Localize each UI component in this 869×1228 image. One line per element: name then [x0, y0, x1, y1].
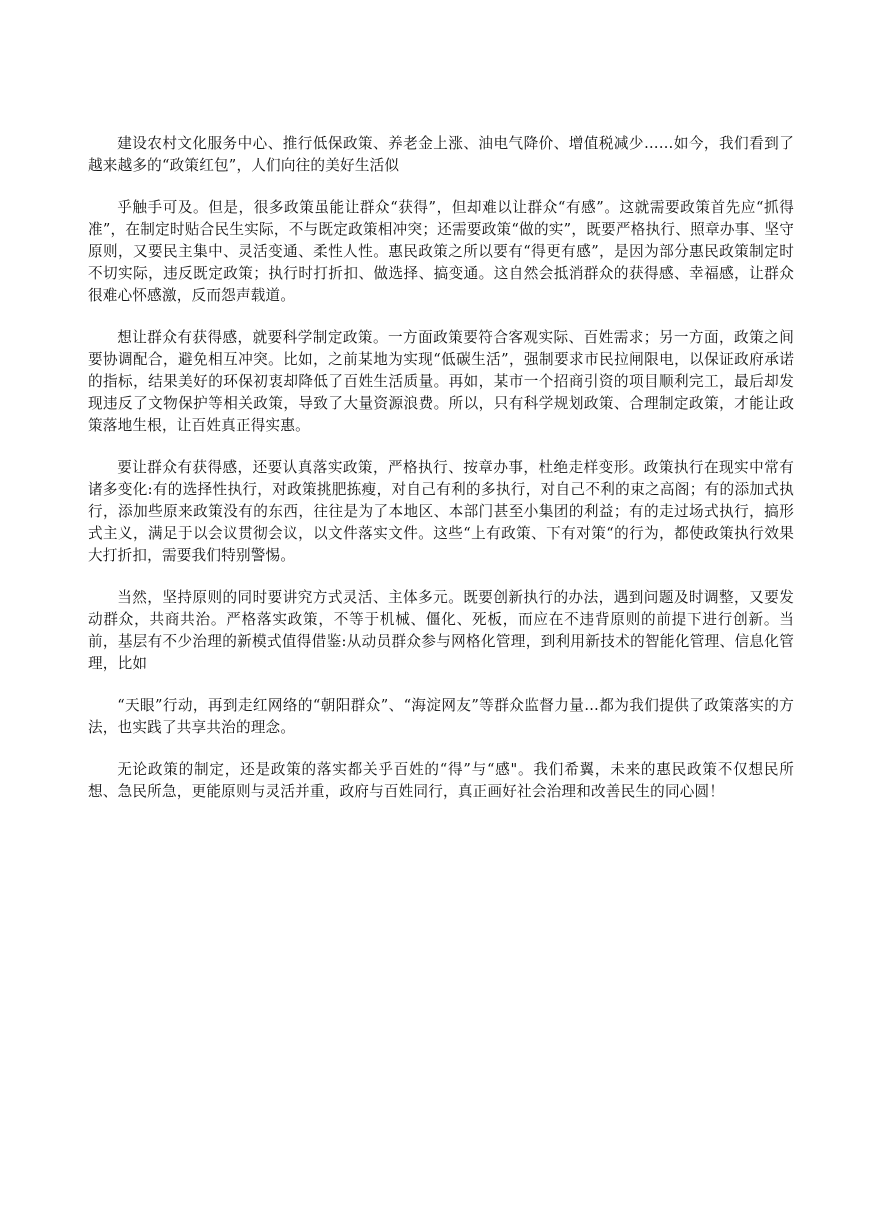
paragraph-conclusion: 无论政策的制定，还是政策的落实都关乎百姓的“得”与“感"。我们希翼，未来的惠民政策不仅想民所想、急民所急，更能原则与灵活并重，政府与百姓同行，真正画好社会治理和改善民生的同心圆！ — [88, 761, 794, 800]
paragraph-implement-policy: 要让群众有获得感，还要认真落实政策，严格执行、按章办事，杜绝走样变形。政策执行在现实中常有诸多变化:有的选择性执行，对政策挑肥拣瘦，对自己有利的多执行，对自己不利的束之高阁；有的添加式执行，添加些原来政策没有的东西，往往是为了本地区、本部门甚至小集团的利益；有的走过场式执行，搞形式主义，满足于以会议贯彻会议，以文件落实文件。这些“上有政策、下有对策“的行为，都使政策执行效果大打折扣，需要我们特别警惕。 — [88, 459, 794, 564]
paragraph-flexible-methods: 当然，坚持原则的同时要讲究方式灵活、主体多元。既要创新执行的办法，遇到问题及时调整，又要发动群众，共商共治。严格落实政策，不等于机械、僵化、死板，而应在不违背原则的前提下进行创新。当前，基层有不少治理的新模式值得借鉴:从动员群众参与网格化管理，到利用新技术的智能化管理、信息化管理，比如 — [88, 589, 794, 672]
paragraph-scientific-policy: 想让群众有获得感，就要科学制定政策。一方面政策要符合客观实际、百姓需求；另一方面，政策之间要协调配合，避免相互冲突。比如，之前某地为实现“低碳生活”，强制要求市民拉闸限电，以保证政府承诺的指标，结果美好的环保初衷却降低了百姓生活质量。再如，某市一个招商引资的项目顺利完工，最后却发现违反了文物保护等相关政策，导致了大量资源浪费。所以，只有科学规划政策、合理制定政策，才能让政策落地生根，让百姓真正得实惠。 — [88, 329, 794, 434]
document-body — [88, 133, 794, 823]
paragraph-intro: 建设农村文化服务中心、推行低保政策、养老金上涨、油电气降价、增值税减少……如今，我们看到了越来越多的“政策红包”，人们向往的美好生活似 — [88, 135, 794, 174]
paragraph-obtain-vs-feel: 乎触手可及。但是，很多政策虽能让群众“获得”，但却难以让群众“有感”。这就需要政策首先应“抓得准”，在制定时贴合民生实际，不与既定政策相冲突；还需要政策“做的实”，既要严格执行、照章办事、坚守原则，又要民主集中、灵活变通、柔性人性。惠民政策之所以要有“得更有感”，是因为部分惠民政策制定时不切实际，违反既定政策；执行时打折扣、做选择、搞变通。这自然会抵消群众的获得感、幸福感，让群众很难心怀感激，反而怨声载道。 — [88, 199, 794, 304]
paragraph-examples: “天眼”行动，再到走红网络的“朝阳群众”、“海淀网友”等群众监督力量…都为我们提供了政策落实的方法，也实践了共享共治的理念。 — [88, 697, 794, 736]
